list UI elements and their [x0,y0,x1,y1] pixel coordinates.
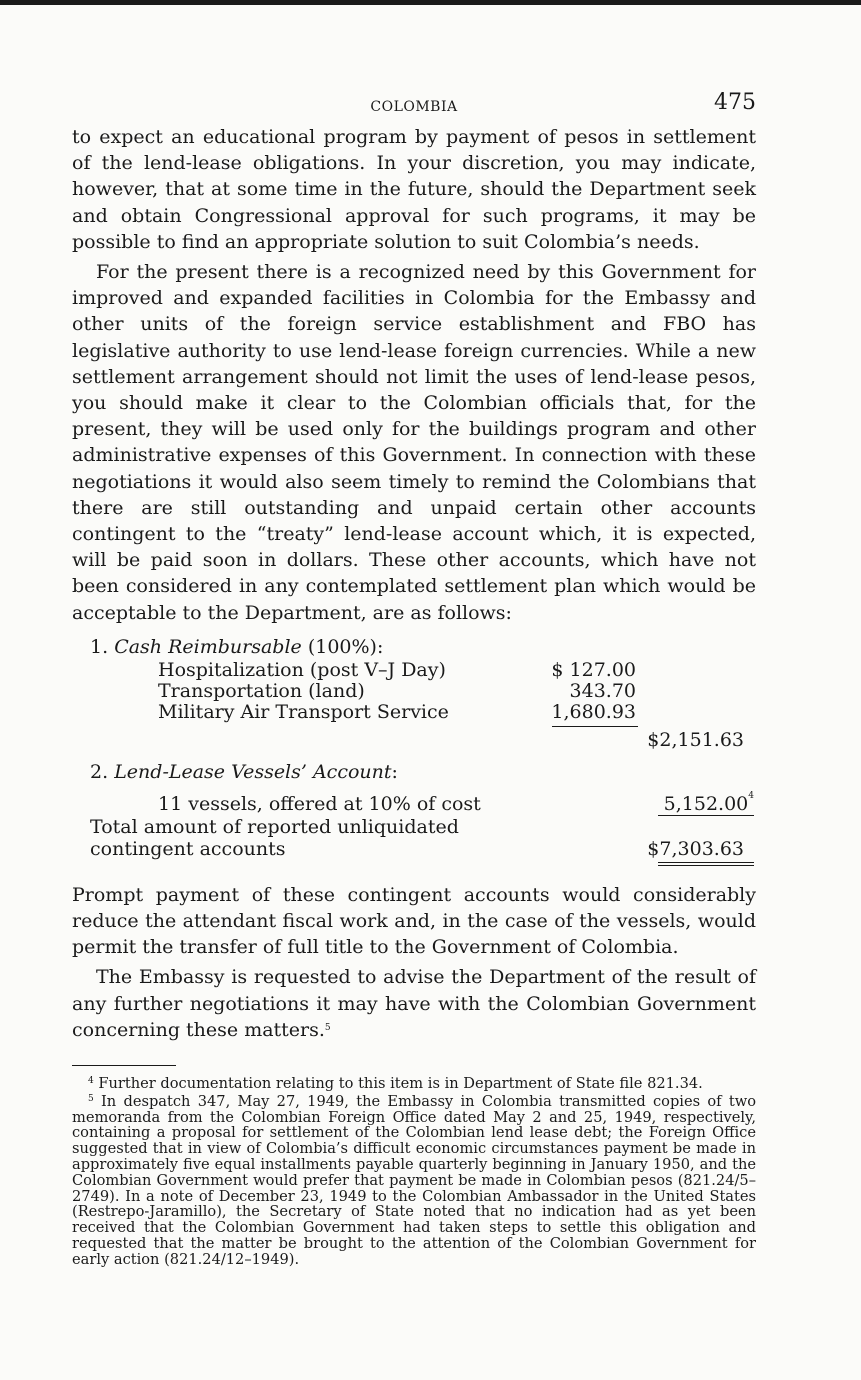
section-1-heading [90,636,383,658]
top-border [0,0,861,5]
footnote-4 [72,1076,756,1092]
total-double-rule-bottom [658,865,754,866]
section-2-title-suffix: : [391,760,398,783]
page-header [72,90,756,124]
total-double-rule-top [658,862,754,863]
item-vessels-amount: 5,152.00 [663,792,749,815]
paragraph-embassy-request-text: The Embassy is requested to advise the Department of the result of any further negotiations it may have with the Colombian Government concerning these matters. [72,966,756,1041]
total-label-line-2: contingent accounts [90,837,286,860]
item-hospitalization-amount: $ 127.00 [551,658,636,681]
item-military-air-label: Military Air Transport Service [158,700,449,723]
item-vessels-amount-cell [663,790,754,815]
item-hospitalization-label: Hospitalization (post V–J Day) [158,658,446,681]
total-amount: $7,303.63 [647,837,744,860]
section-2-number: 2. [90,760,109,783]
total-label-line-1: Total amount of reported unliquidated [90,815,459,838]
footnote-5-mark: 5 [88,1093,94,1104]
footnote-5 [72,1094,756,1268]
section-1-title-suffix: (100%): [307,635,384,658]
footnote-4-mark: 4 [88,1076,94,1087]
section-2-heading [90,761,398,783]
item-military-air-amount: 1,680.93 [551,700,636,723]
footnote-ref-4: 4 [748,790,754,801]
section-1-subtotal: $2,151.63 [647,728,744,751]
paragraph-facilities: For the present there is a recognized need by this Government for improved and expanded facilities in Colombia for the Embassy and other units of the foreign service establishment and FBO has legislative authority to use lend-lease foreign currencies. While a new settlement arrangement should not limit the uses of lend-lease pesos, you should make it clear to the Colombian officials that, for the present, they will be used only for the buildings program and other administrative expenses of this Government. In connection with these negotiations it would also seem timely to remind the Colombians that there are still outstanding and unpaid certain other accounts contingent to the “treaty” lend-lease account which, it is expected, will be paid soon in dollars. These other accounts, which have not been considered in any contemplated settlement plan which would be acceptable to the Department, are as follows: [72,261,756,624]
section-1-number: 1. [90,635,109,658]
section-1-title: Cash Reimbursable [114,635,302,658]
section-2-title: Lend-Lease Vessels’ Account [114,760,392,783]
footnote-4-text: Further documentation relating to this item is in Department of State file 821.34. [98,1075,703,1093]
item-transportation-amount: 343.70 [569,679,636,702]
paragraph-prompt-payment: Prompt payment of these contingent accounts would considerably reduce the attendant fiscal work and, in the case of the vessels, would permit the transfer of full title to the Government of Colombia. [72,883,756,959]
subtotal-rule [552,726,638,727]
running-head: COLOMBIA [370,99,458,115]
footnote-5-text: In despatch 347, May 27, 1949, the Embassy in Colombia transmitted copies of two memoranda from the Colombian Foreign Office dated May 2 and 25, 1949, respectively, containing a proposal for settlement of the Colombian lend lease debt; the Foreign Office suggested that in view of Colombia’s difficult economic circumstances payment be made in approximately five equal installments payable quarterly beginning in January 1950, and the Colombian Government would prefer that payment be made in Colombian pesos (821.24/5–2749). In a note of December 23, 1949 to the Colombian Ambassador in the United States (Restrepo-Jaramillo), the Secretary of State noted that no indication had as yet been received that the Colombian Government had taken steps to settle this obligation and requested that the matter be brought to the attention of the Colombian Government for early action (821.24/12–1949). [72,1092,756,1268]
page-number: 475 [714,90,756,115]
item-transportation-label: Transportation (land) [158,679,365,702]
document-page [72,90,756,1268]
item-vessels-label: 11 vessels, offered at 10% of cost [158,792,481,815]
paragraph-embassy-request [72,964,756,1043]
paragraph-continuation: to expect an educational program by payment of pesos in settlement of the lend-lease obligations. In your discretion, you may indicate, however, that at some time in the future, should the Department seek and obtain Congressional approval for such programs, it may be possible to find an appropriate solution to suit Colombia’s needs. [72,126,756,253]
footnote-divider [72,1065,176,1066]
contingent-accounts-table [72,636,756,872]
footnote-ref-5: 5 [324,1022,331,1033]
total-rule [658,815,754,816]
